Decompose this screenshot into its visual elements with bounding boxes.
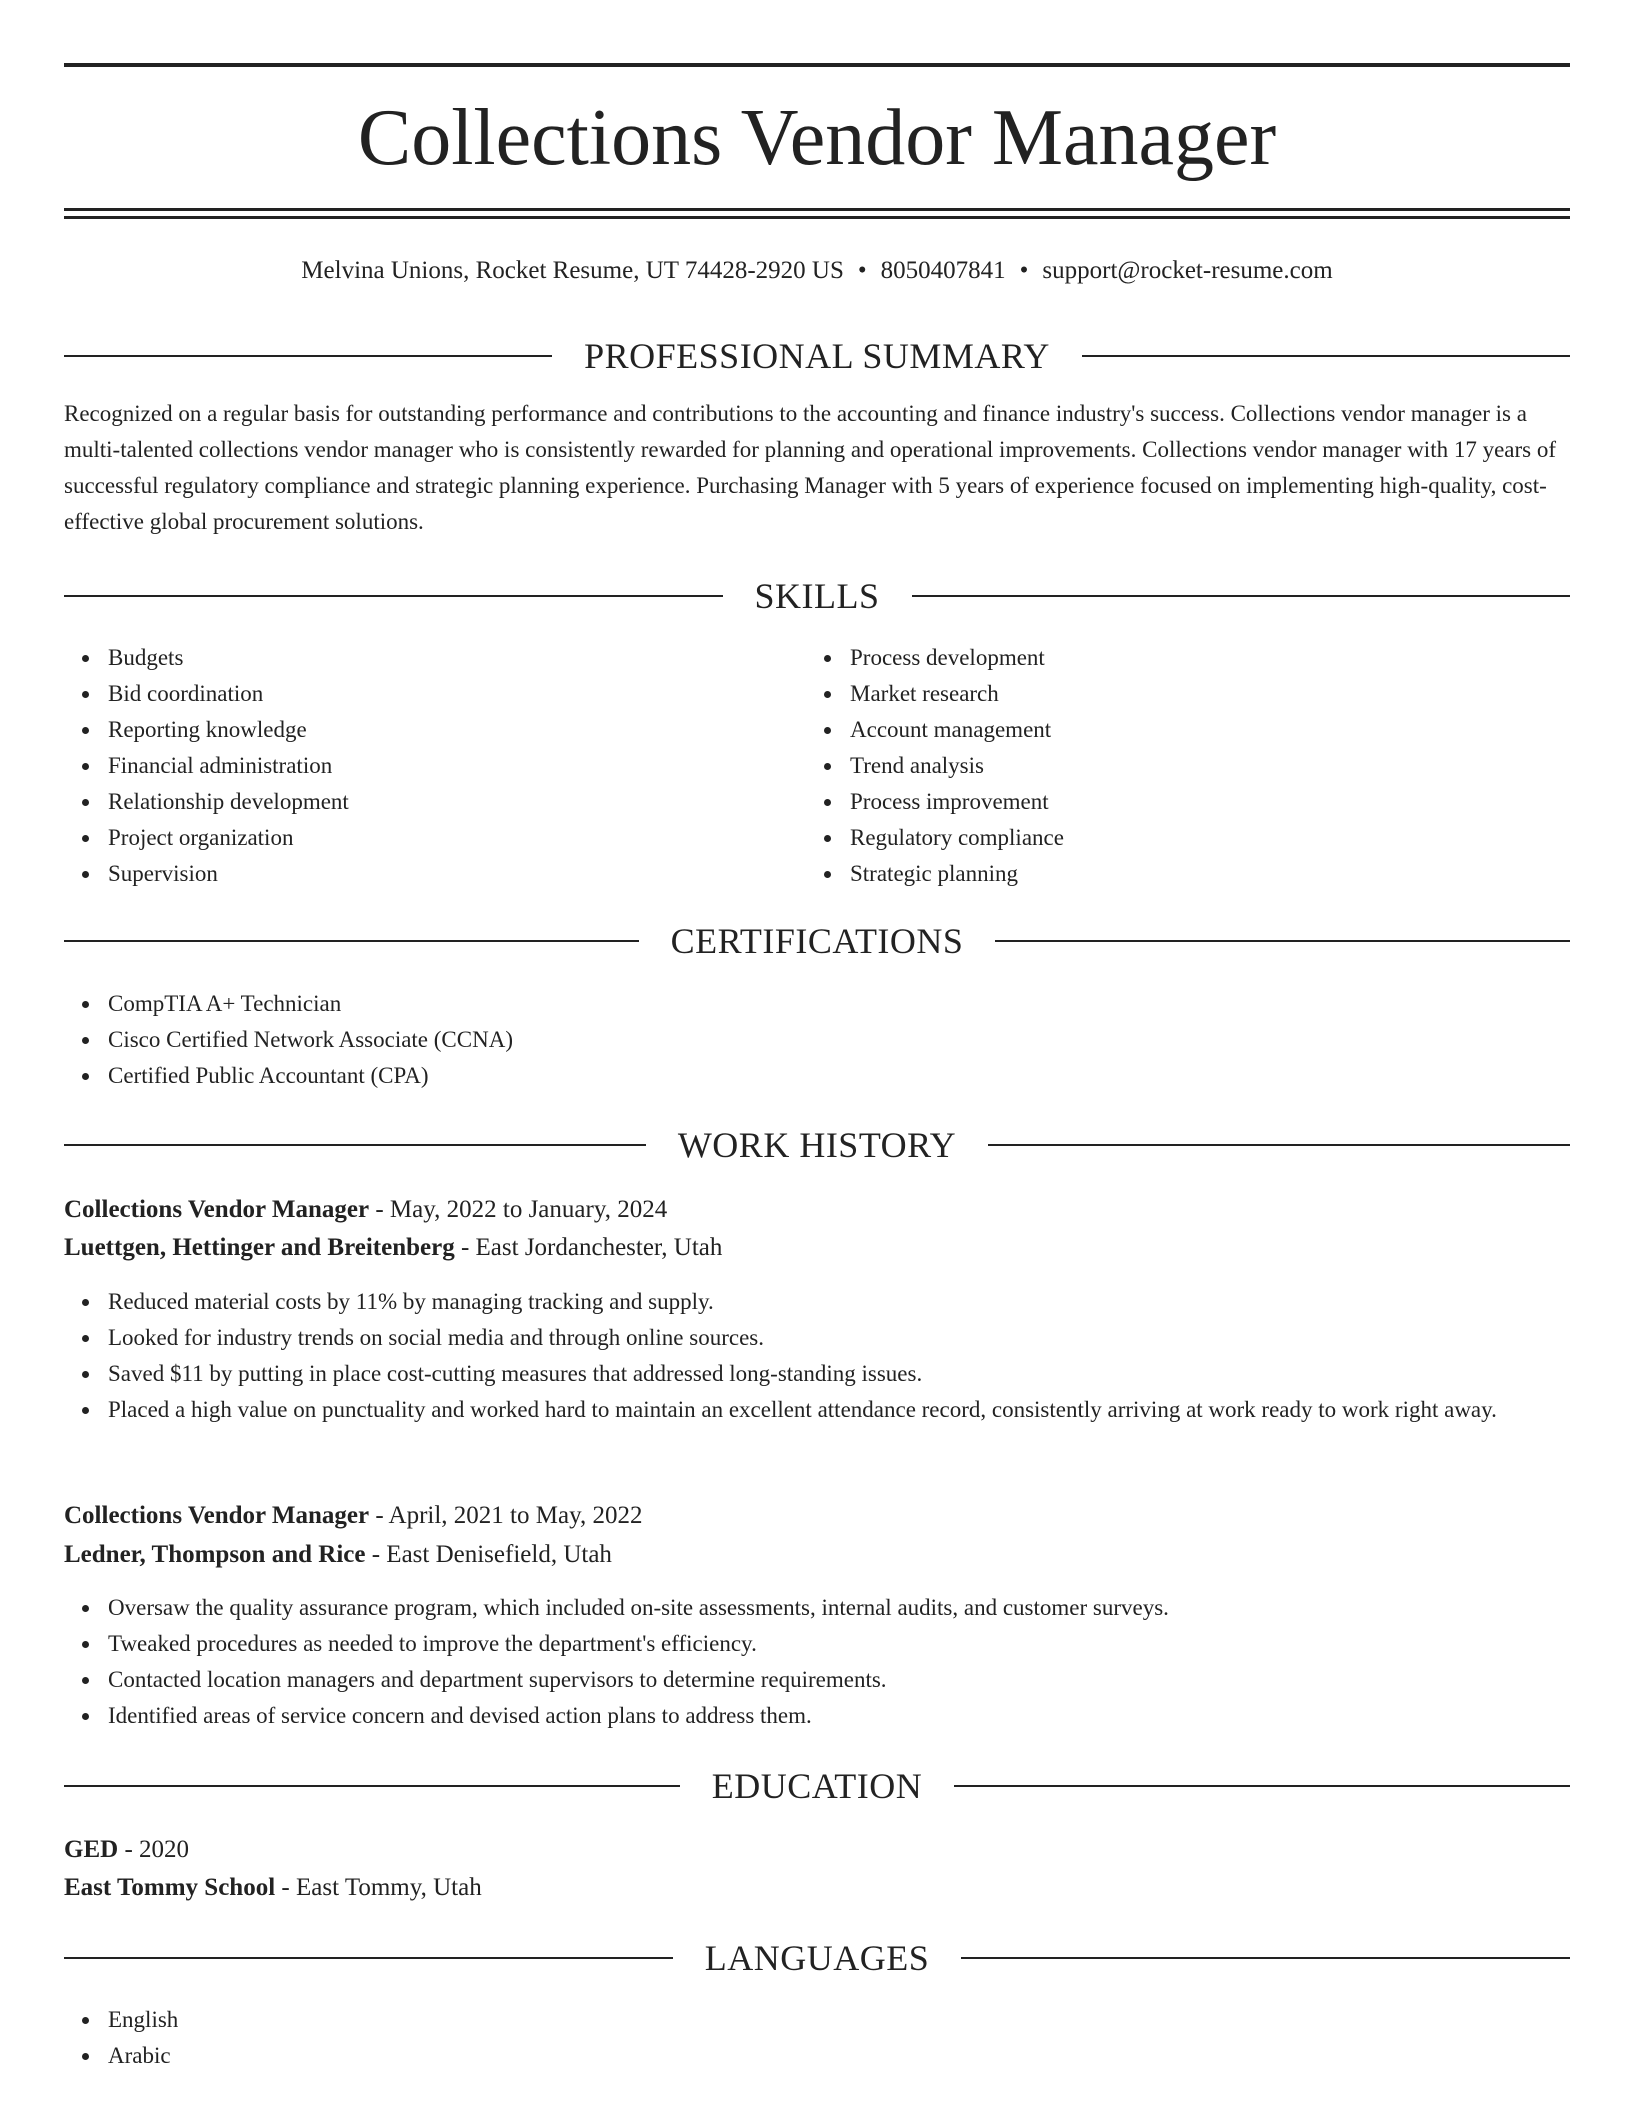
resume-title: Collections Vendor Manager xyxy=(357,94,1277,182)
language-item: Arabic xyxy=(108,2038,1568,2074)
job-title-line xyxy=(64,1498,1570,1534)
heading-rule xyxy=(64,355,552,357)
certifications-list xyxy=(64,986,1568,1094)
job-bullet: Tweaked procedures as needed to improve the department's efficiency. xyxy=(108,1626,1570,1662)
education-location: - East Tommy, Utah xyxy=(275,1874,482,1901)
job-company-line xyxy=(64,1537,1570,1573)
section-title: EDUCATION xyxy=(711,1766,923,1806)
job-location: - East Denisefield, Utah xyxy=(365,1541,612,1568)
skill-item: Market research xyxy=(850,676,1610,712)
job-title: Collections Vendor Manager xyxy=(64,1502,370,1529)
job-dates: - April, 2021 to May, 2022 xyxy=(369,1502,643,1529)
skill-item: Project organization xyxy=(108,820,798,856)
skill-item: Relationship development xyxy=(108,784,798,820)
job-bullet: Identified areas of service concern and devised action plans to address them. xyxy=(108,1698,1570,1734)
education-year: - 2020 xyxy=(118,1836,190,1863)
job-company: Luettgen, Hettinger and Breitenberg xyxy=(64,1234,455,1261)
section-heading-certifications xyxy=(64,919,1570,963)
heading-rule xyxy=(912,595,1571,597)
certification-item: Certified Public Accountant (CPA) xyxy=(108,1058,1568,1094)
skill-item: Reporting knowledge xyxy=(108,712,798,748)
summary-text: Recognized on a regular basis for outstanding performance and contributions to the accounting and finance industry's success. Collections vendor manager is a multi-talented collections vendor manager who is consistently rewarded for planning and operational improvements. Collections vendor manager with 17 years of successful regulatory compliance and strategic planning experience. Purchasing Manager with 5 years of experience focused on implementing high-quality, cost-effective global procurement solutions. xyxy=(64,401,1557,534)
title-bottom-rule-2 xyxy=(64,216,1570,219)
section-heading-languages xyxy=(64,1936,1570,1980)
job-dates: - May, 2022 to January, 2024 xyxy=(369,1196,668,1223)
heading-rule xyxy=(64,940,639,942)
skill-item: Process development xyxy=(850,640,1610,676)
heading-rule xyxy=(1082,355,1570,357)
job-company-line xyxy=(64,1230,1570,1266)
heading-rule xyxy=(64,595,723,597)
education-degree: GED xyxy=(64,1836,119,1863)
job-bullet: Placed a high value on punctuality and worked hard to maintain an excellent attendance record, consistently arriving at work ready to work right away. xyxy=(108,1392,1570,1428)
job-location: - East Jordanchester, Utah xyxy=(454,1234,723,1261)
skills-list-right xyxy=(806,640,1610,892)
contact-address: Melvina Unions, Rocket Resume, UT 74428-2920 US xyxy=(301,257,844,284)
section-heading-work-history xyxy=(64,1123,1570,1167)
skill-item: Bid coordination xyxy=(108,676,798,712)
heading-rule xyxy=(988,1144,1570,1146)
skill-item: Supervision xyxy=(108,856,798,892)
section-title: CERTIFICATIONS xyxy=(670,921,964,961)
contact-email[interactable]: support@rocket-resume.com xyxy=(1042,257,1333,284)
job-bullets xyxy=(64,1284,1570,1428)
section-title: LANGUAGES xyxy=(704,1938,930,1978)
job-bullets xyxy=(64,1590,1570,1734)
heading-rule xyxy=(64,1957,673,1959)
certification-item: CompTIA A+ Technician xyxy=(108,986,1568,1022)
section-heading-skills xyxy=(64,574,1570,618)
skill-item: Budgets xyxy=(108,640,798,676)
heading-rule xyxy=(954,1785,1570,1787)
job-bullet: Looked for industry trends on social media and through online sources. xyxy=(108,1320,1570,1356)
section-title: PROFESSIONAL SUMMARY xyxy=(584,336,1050,376)
job-title: Collections Vendor Manager xyxy=(64,1196,370,1223)
title-bottom-rule xyxy=(64,208,1570,211)
contact-phone: 8050407841 xyxy=(880,257,1006,284)
skill-item: Regulatory compliance xyxy=(850,820,1610,856)
section-title: WORK HISTORY xyxy=(677,1125,957,1165)
certification-item: Cisco Certified Network Associate (CCNA) xyxy=(108,1022,1568,1058)
contact-line xyxy=(64,254,1570,288)
heading-rule xyxy=(961,1957,1570,1959)
language-item: English xyxy=(108,2002,1568,2038)
languages-list xyxy=(64,2002,1568,2074)
heading-rule xyxy=(64,1785,680,1787)
job-title-line xyxy=(64,1192,1570,1228)
education-school: East Tommy School xyxy=(64,1874,276,1901)
skill-item: Strategic planning xyxy=(850,856,1610,892)
section-heading-education xyxy=(64,1764,1570,1808)
job-company: Ledner, Thompson and Rice xyxy=(64,1541,366,1568)
section-heading-summary xyxy=(64,334,1570,378)
heading-rule xyxy=(64,1144,646,1146)
education-school-line xyxy=(64,1870,1570,1906)
skill-item: Process improvement xyxy=(850,784,1610,820)
skill-item: Account management xyxy=(850,712,1610,748)
skill-item: Trend analysis xyxy=(850,748,1610,784)
skills-list-left xyxy=(64,640,798,892)
section-title: SKILLS xyxy=(754,576,880,616)
job-bullet: Saved $11 by putting in place cost-cutting measures that addressed long-standing issues. xyxy=(108,1356,1570,1392)
skill-item: Financial administration xyxy=(108,748,798,784)
job-bullet: Reduced material costs by 11% by managing tracking and supply. xyxy=(108,1284,1570,1320)
contact-separator: • xyxy=(1019,257,1029,284)
job-bullet: Oversaw the quality assurance program, which included on-site assessments, internal audits, and customer surveys. xyxy=(108,1590,1570,1626)
contact-separator: • xyxy=(857,257,867,284)
heading-rule xyxy=(995,940,1570,942)
job-bullet: Contacted location managers and department supervisors to determine requirements. xyxy=(108,1662,1570,1698)
education-degree-line xyxy=(64,1832,1570,1868)
title-top-rule xyxy=(64,63,1570,67)
